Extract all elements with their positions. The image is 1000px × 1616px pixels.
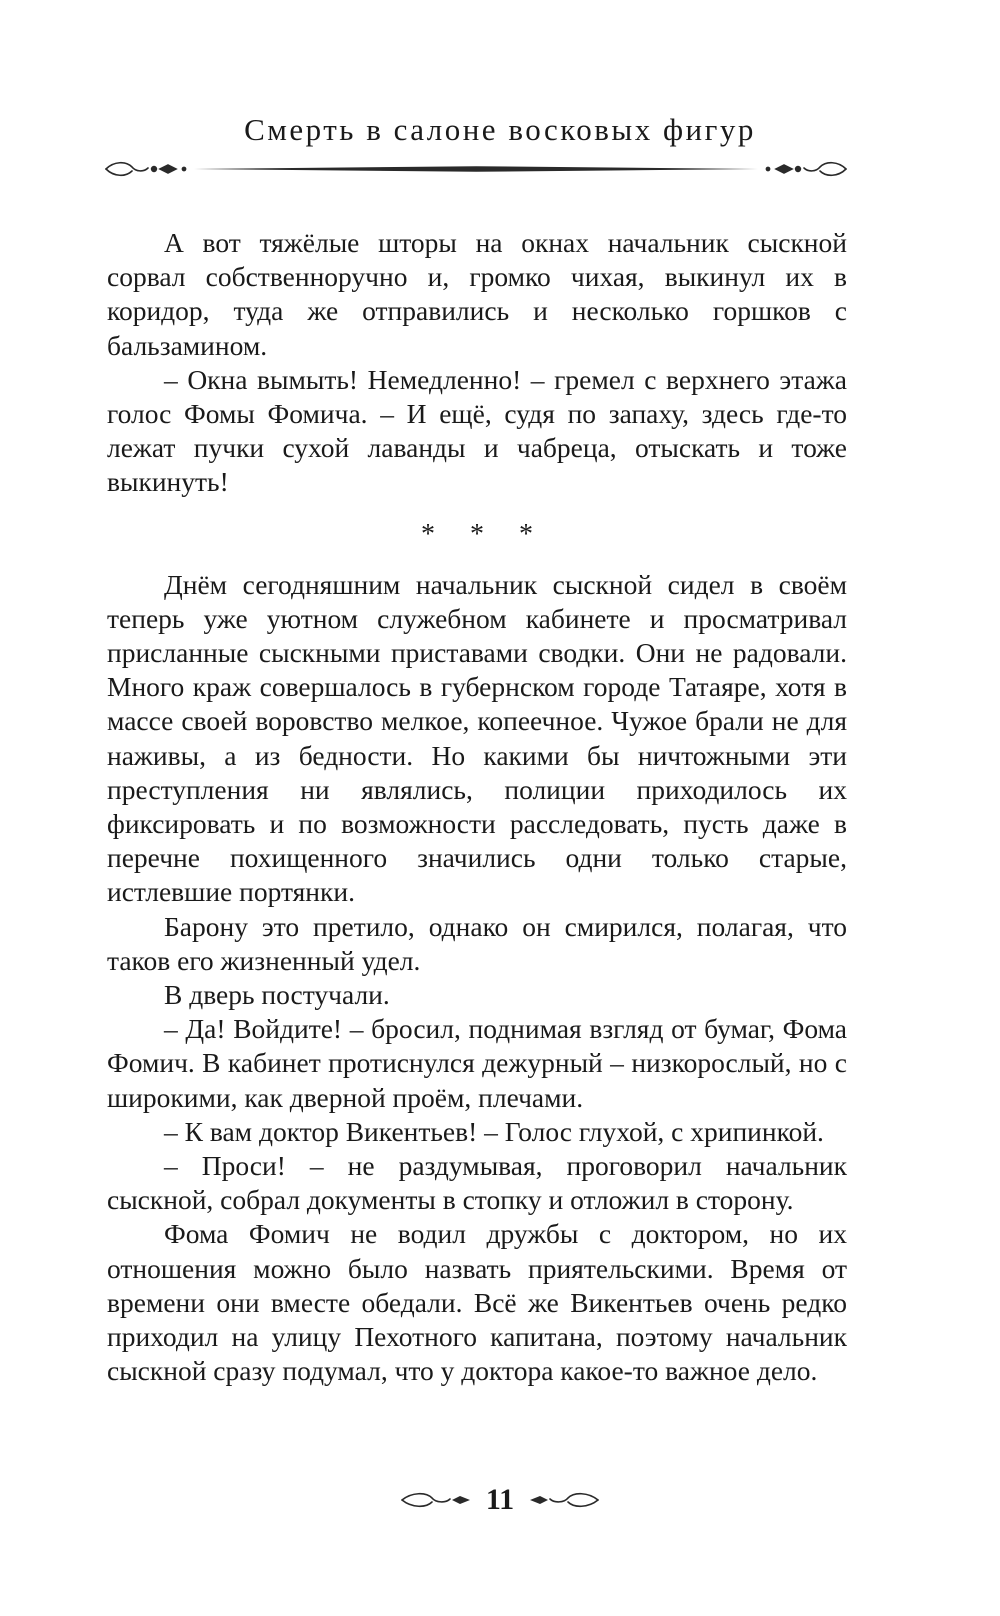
- paragraph: Фома Фомич не водил дружбы с доктором, но их отношения можно было назвать приятельскими. Время от времени они вместе обедали. Всё же Викентьев очень редко приходил на улицу Пехотного капитана, поэтому начальник сыскной сразу подумал, что у доктора какое-то важное дело.: [107, 1218, 847, 1387]
- paragraph: В дверь постучали.: [164, 979, 390, 1011]
- folio-ornament-left: [400, 1489, 472, 1511]
- paragraph: Днём сегодняшним начальник сыскной сидел в своём теперь уже уютном служебном кабинете и просматривал присланные сыскными приставами сводки. Они не радовали. Много краж совершалось в губернском городе Татаяре, хотя в массе своей воровство мелкое, копеечное. Чужое брали не для наживы, а из бедности. Но какими бы ничтожными эти преступления ни являлись, полиции приходилось их фиксировать и по возможности расследовать, пусть даже в перечне похищенного значились одни только старые, истлевшие портянки.: [107, 568, 847, 908]
- paragraph: – Проси! – не раздумывая, проговорил начальник сыскной, собрал документы в стопку и отложил в сторону.: [107, 1150, 847, 1216]
- paragraph: Барону это претило, однако он смирился, полагая, что таков его жизненный удел.: [107, 910, 847, 976]
- page-number: 11: [485, 1483, 515, 1516]
- paragraph: А вот тяжёлые шторы на окнах начальник сыскной сорвал собственноручно и, громко чихая, выкинул их в коридор, туда же отправились и несколько горшков с бальзамином.: [107, 227, 847, 361]
- paragraph: – К вам доктор Викентьев! – Голос глухой, с хрипинкой.: [164, 1115, 824, 1147]
- header-ornament-rule: [104, 155, 848, 183]
- page-body: [107, 226, 847, 1389]
- section-break: * * *: [421, 518, 547, 550]
- page-footer: [0, 1475, 1000, 1525]
- running-head: Смерть в салоне восковых фигур: [244, 112, 756, 147]
- paragraph: – Окна вымыть! Немедленно! – гремел с верхнего этажа голос Фомы Фомича. – И ещё, судя по запаху, здесь где-то лежат пучки сухой лаванды и чабреца, отыскать и тоже выкинуть!: [107, 363, 847, 498]
- folio-ornament-right: [528, 1489, 600, 1511]
- paragraph: – Да! Войдите! – бросил, поднимая взгляд от бумаг, Фома Фомич. В кабинет протиснулся дежурный – низкорослый, но с широкими, как дверной проём, плечами.: [107, 1013, 847, 1113]
